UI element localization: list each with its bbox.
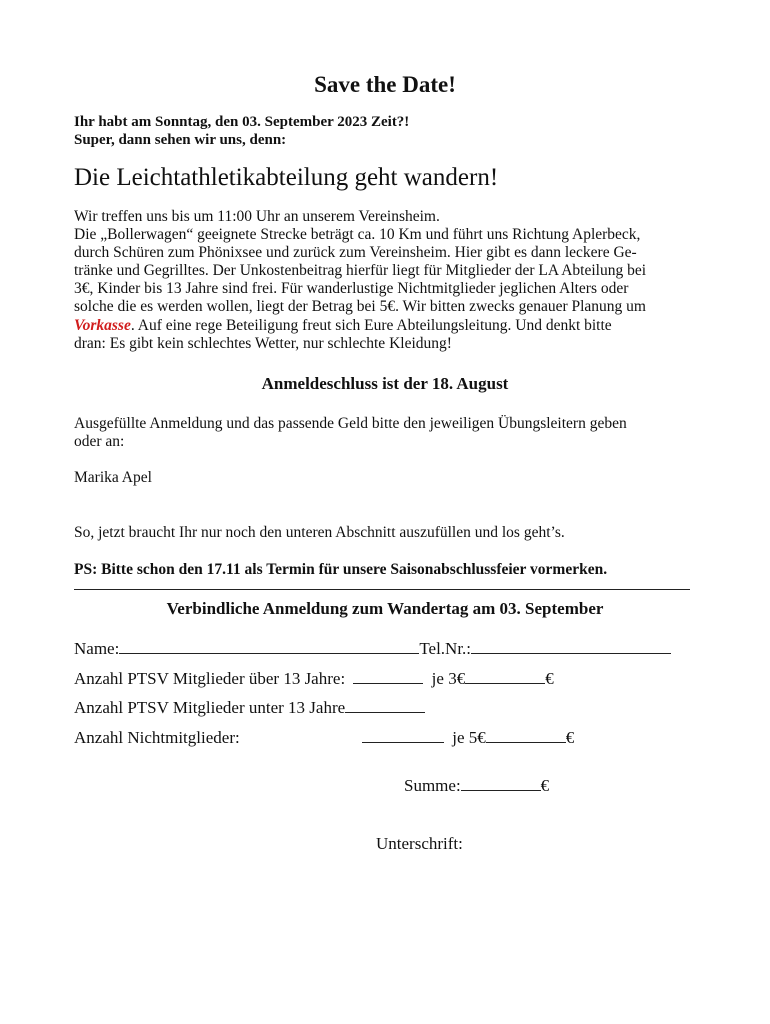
signature-label: Unterschrift: [376, 834, 463, 853]
nonmembers-row [362, 728, 574, 748]
body-line-1: Wir treffen uns bis um 11:00 Uhr an unserem Vereinsheim. [74, 208, 440, 225]
body-line-5: 3€, Kinder bis 13 Jahre sind frei. Für wanderlustige Nichtmitglieder jeglichen Alters oder [74, 280, 629, 297]
tel-field[interactable] [471, 639, 671, 654]
members-under13-row [74, 698, 425, 718]
nonmembers-label: Anzahl Nichtmitglieder: [74, 728, 240, 747]
name-field[interactable] [119, 639, 419, 654]
intro-line-1: Ihr habt am Sonntag, den 03. September 2023 Zeit?! [74, 114, 410, 130]
fill-note: So, jetzt braucht Ihr nur noch den unteren Abschnitt auszufüllen und los geht’s. [74, 524, 565, 541]
body-line-3: durch Schüren zum Phönixsee und zurück zum Vereinsheim. Hier gibt es dann leckere Ge- [74, 244, 637, 261]
body-line-2: Die „Bollerwagen“ geeignete Strecke beträgt ca. 10 Km und führt uns Richtung Aplerbeck, [74, 226, 641, 243]
sum-euro: € [540, 776, 550, 795]
name-tel-row [74, 639, 671, 659]
sum-field[interactable] [461, 776, 541, 791]
members-under13-label: Anzahl PTSV Mitglieder unter 13 Jahre [74, 698, 346, 717]
submit-line-2: oder an: [74, 433, 125, 450]
body-line-8: dran: Es gibt kein schlechtes Wetter, nur schlechte Kleidung! [74, 335, 452, 352]
page-title: Save the Date! [314, 72, 456, 97]
members-over13-euro: € [545, 669, 554, 688]
sum-label: Summe: [404, 776, 461, 795]
nonmembers-euro: € [565, 728, 575, 747]
members-under13-count-field[interactable] [345, 698, 425, 713]
body-line-7 [74, 317, 612, 335]
vorkasse-emphasis: Vorkasse [74, 317, 131, 334]
contact-name: Marika Apel [74, 469, 152, 486]
members-over13-count-field[interactable] [353, 669, 423, 684]
members-over13-row [74, 669, 554, 689]
body-line-7-text: . Auf eine rege Beteiligung freut sich Eure Abteilungsleitung. Und denkt bitte [130, 317, 612, 334]
main-heading: Die Leichtathletikabteilung geht wandern! [74, 164, 499, 191]
members-over13-price: je 3€ [431, 669, 466, 688]
nonmembers-count-field[interactable] [362, 728, 444, 743]
name-label: Name: [74, 639, 120, 658]
ps-note: PS: Bitte schon den 17.11 als Termin für unsere Saisonabschlussfeier vormerken. [74, 561, 608, 578]
body-line-6: solche die es werden wollen, liegt der Betrag bei 5€. Wir bitten zwecks genauer Planung um [74, 298, 646, 315]
tel-label: Tel.Nr.: [419, 639, 472, 658]
members-over13-label: Anzahl PTSV Mitglieder über 13 Jahre: [74, 669, 346, 688]
nonmembers-price: je 5€ [452, 728, 486, 747]
intro-line-2: Super, dann sehen wir uns, denn: [74, 132, 287, 148]
body-line-4: tränke und Gegrilltes. Der Unkostenbeitrag hierfür liegt für Mitglieder der LA Abteilung bei [74, 262, 647, 279]
deadline-heading: Anmeldeschluss ist der 18. August [261, 374, 509, 393]
sum-row [404, 776, 549, 796]
nonmembers-amount-field[interactable] [486, 728, 566, 743]
cut-line-divider [74, 589, 690, 590]
members-over13-amount-field[interactable] [465, 669, 545, 684]
submit-line-1: Ausgefüllte Anmeldung und das passende Geld bitte den jeweiligen Übungsleitern geben [74, 415, 627, 432]
form-title: Verbindliche Anmeldung zum Wandertag am 03. September [166, 599, 604, 618]
